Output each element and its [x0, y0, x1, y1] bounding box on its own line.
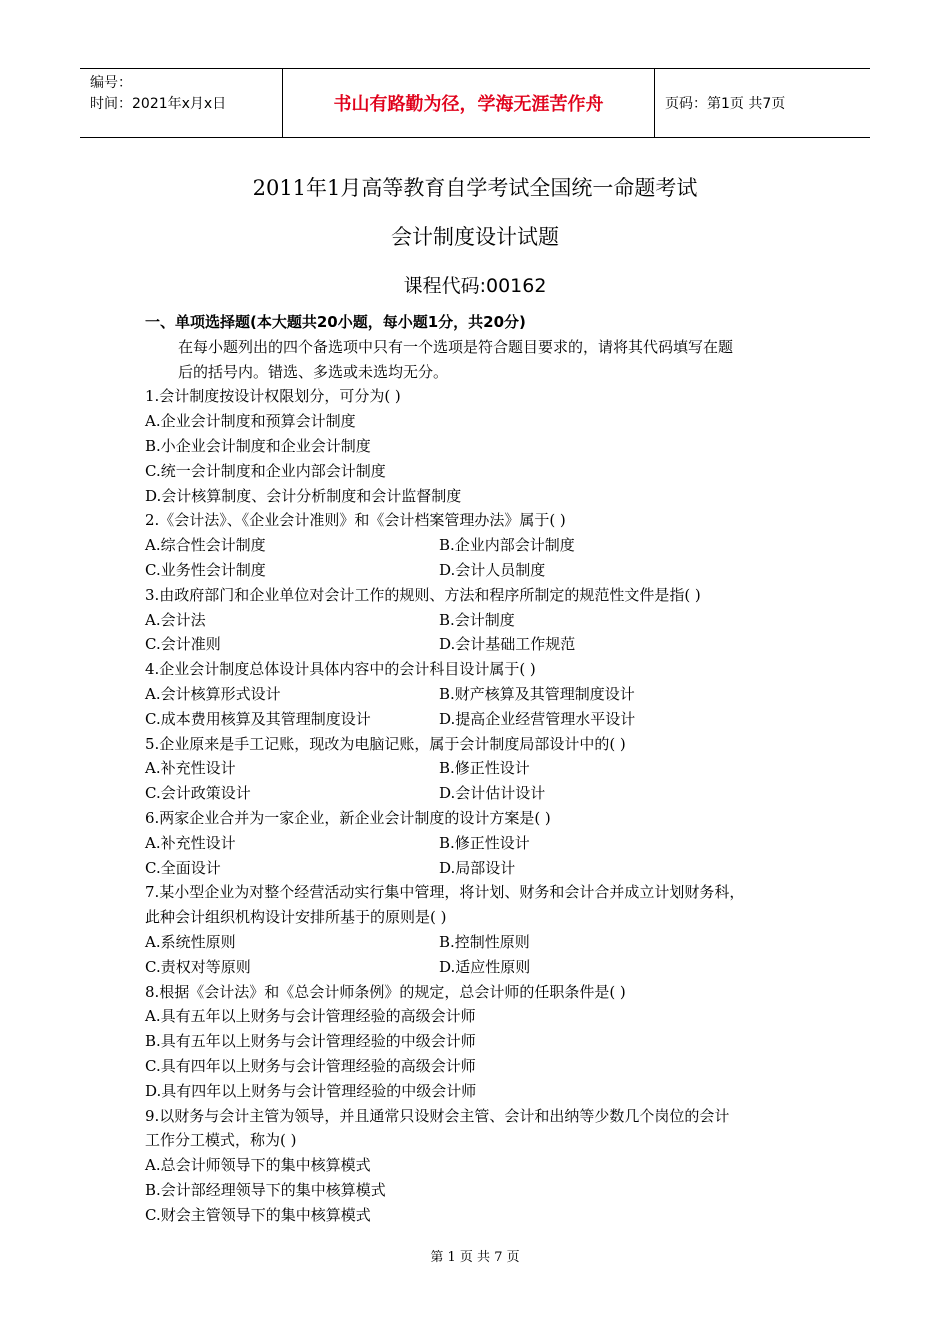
page-header — [80, 68, 870, 138]
option-d: D.会计估计设计 — [439, 784, 546, 803]
header-middle — [282, 69, 655, 137]
option-d: D.局部设计 — [439, 858, 516, 877]
question-7 — [145, 880, 825, 979]
option-b: B.修正性设计 — [439, 833, 530, 852]
option-a: A.总会计师领导下的集中核算模式 — [145, 1156, 371, 1175]
option-d: D.适应性原则 — [439, 957, 531, 976]
question-5 — [145, 732, 825, 806]
option-row — [145, 781, 825, 806]
option-row — [145, 558, 825, 583]
option-c: C.责权对等原则 — [145, 957, 251, 976]
question-9 — [145, 1104, 825, 1228]
option-b: B.企业内部会计制度 — [439, 536, 575, 555]
section-heading: 一、单项选择题(本大题共20小题，每小题1分，共20分) — [145, 313, 526, 331]
instruction-line: 在每小题列出的四个备选项中只有一个选项是符合题目要求的，请将其代码填写在题 — [178, 337, 734, 356]
header-right — [655, 69, 870, 137]
option-a: A.补充性设计 — [145, 833, 236, 852]
question-stem-cont: 工作分工模式，称为( ) — [145, 1131, 297, 1150]
option-d: D.会计基础工作规范 — [439, 635, 576, 654]
option-a: A.具有五年以上财务与会计管理经验的高级会计师 — [145, 1007, 476, 1026]
page-info: 页码：第1页 共7页 — [665, 96, 786, 112]
option-b: B.具有五年以上财务与会计管理经验的中级会计师 — [145, 1032, 476, 1051]
option-c: C.统一会计制度和企业内部会计制度 — [145, 461, 386, 480]
option-row — [145, 756, 825, 781]
option-row — [145, 632, 825, 657]
option-d: D.会计人员制度 — [439, 560, 546, 579]
option-d: D.会计核算制度、会计分析制度和会计监督制度 — [145, 486, 462, 505]
question-4 — [145, 657, 825, 731]
question-stem: 1.会计制度按设计权限划分，可分为( ) — [145, 387, 401, 406]
option-row — [145, 831, 825, 856]
option-a: A.综合性会计制度 — [145, 536, 266, 555]
option-a: A.会计核算形式设计 — [145, 684, 281, 703]
time-label: 时间：2021年x月x日 — [90, 96, 227, 112]
exam-title: 2011年1月高等教育自学考试全国统一命题考试 — [252, 176, 698, 200]
question-8 — [145, 980, 825, 1104]
option-b: B.会计部经理领导下的集中核算模式 — [145, 1180, 386, 1199]
code-label: 编号： — [90, 75, 132, 91]
header-left — [80, 69, 282, 137]
question-1 — [145, 384, 825, 508]
question-2 — [145, 508, 825, 582]
question-6 — [145, 806, 825, 880]
question-3 — [145, 583, 825, 657]
option-b: B.修正性设计 — [439, 759, 530, 778]
option-row — [145, 930, 825, 955]
option-c: C.业务性会计制度 — [145, 560, 266, 579]
option-row — [145, 682, 825, 707]
page-footer: 第 1 页 共 7 页 — [430, 1250, 520, 1265]
question-stem: 9.以财务与会计主管为领导，并且通常只设财会主管、会计和出纳等少数几个岗位的会计 — [145, 1106, 730, 1125]
instruction-line: 后的括号内。错选、多选或未选均无分。 — [178, 362, 449, 381]
question-stem: 2.《会计法》、《企业会计准则》和《会计档案管理办法》属于( ) — [145, 511, 566, 530]
option-b: B.财产核算及其管理制度设计 — [439, 684, 635, 703]
option-row — [145, 608, 825, 633]
question-stem: 3.由政府部门和企业单位对会计工作的规则、方法和程序所制定的规范性文件是指( ) — [145, 585, 701, 604]
option-c: C.会计政策设计 — [145, 784, 251, 803]
question-stem: 8.根据《会计法》和《总会计师条例》的规定，总会计师的任职条件是( ) — [145, 982, 626, 1001]
course-code: 课程代码:00162 — [403, 275, 547, 297]
question-stem: 4.企业会计制度总体设计具体内容中的会计科目设计属于( ) — [145, 660, 536, 679]
question-stem-cont: 此种会计组织机构设计安排所基于的原则是( ) — [145, 908, 447, 927]
option-a: A.会计法 — [145, 610, 206, 629]
option-a: A.补充性设计 — [145, 759, 236, 778]
option-d: D.提高企业经营管理水平设计 — [439, 709, 636, 728]
option-c: C.财会主管领导下的集中核算模式 — [145, 1205, 371, 1224]
option-row — [145, 955, 825, 980]
option-d: D.具有四年以上财务与会计管理经验的中级会计师 — [145, 1081, 477, 1100]
option-b: B.会计制度 — [439, 610, 515, 629]
question-stem: 6.两家企业合并为一家企业，新企业会计制度的设计方案是( ) — [145, 808, 551, 827]
question-stem: 5.企业原来是手工记账，现改为电脑记账，属于会计制度局部设计中的( ) — [145, 734, 626, 753]
option-row — [145, 856, 825, 881]
option-row — [145, 707, 825, 732]
option-c: C.成本费用核算及其管理制度设计 — [145, 709, 371, 728]
option-b: B.控制性原则 — [439, 932, 530, 951]
option-b: B.小企业会计制度和企业会计制度 — [145, 436, 371, 455]
option-row — [145, 533, 825, 558]
subject-title: 会计制度设计试题 — [391, 225, 559, 249]
motto: 书山有路勤为径，学海无涯苦作舟 — [333, 94, 604, 115]
exam-body — [145, 310, 825, 1227]
option-c: C.全面设计 — [145, 858, 221, 877]
option-c: C.会计准则 — [145, 635, 221, 654]
question-stem: 7.某小型企业为对整个经营活动实行集中管理，将计划、财务和会计合并成立计划财务科， — [145, 883, 745, 902]
option-c: C.具有四年以上财务与会计管理经验的高级会计师 — [145, 1056, 476, 1075]
option-a: A.系统性原则 — [145, 932, 236, 951]
option-a: A.企业会计制度和预算会计制度 — [145, 412, 356, 431]
